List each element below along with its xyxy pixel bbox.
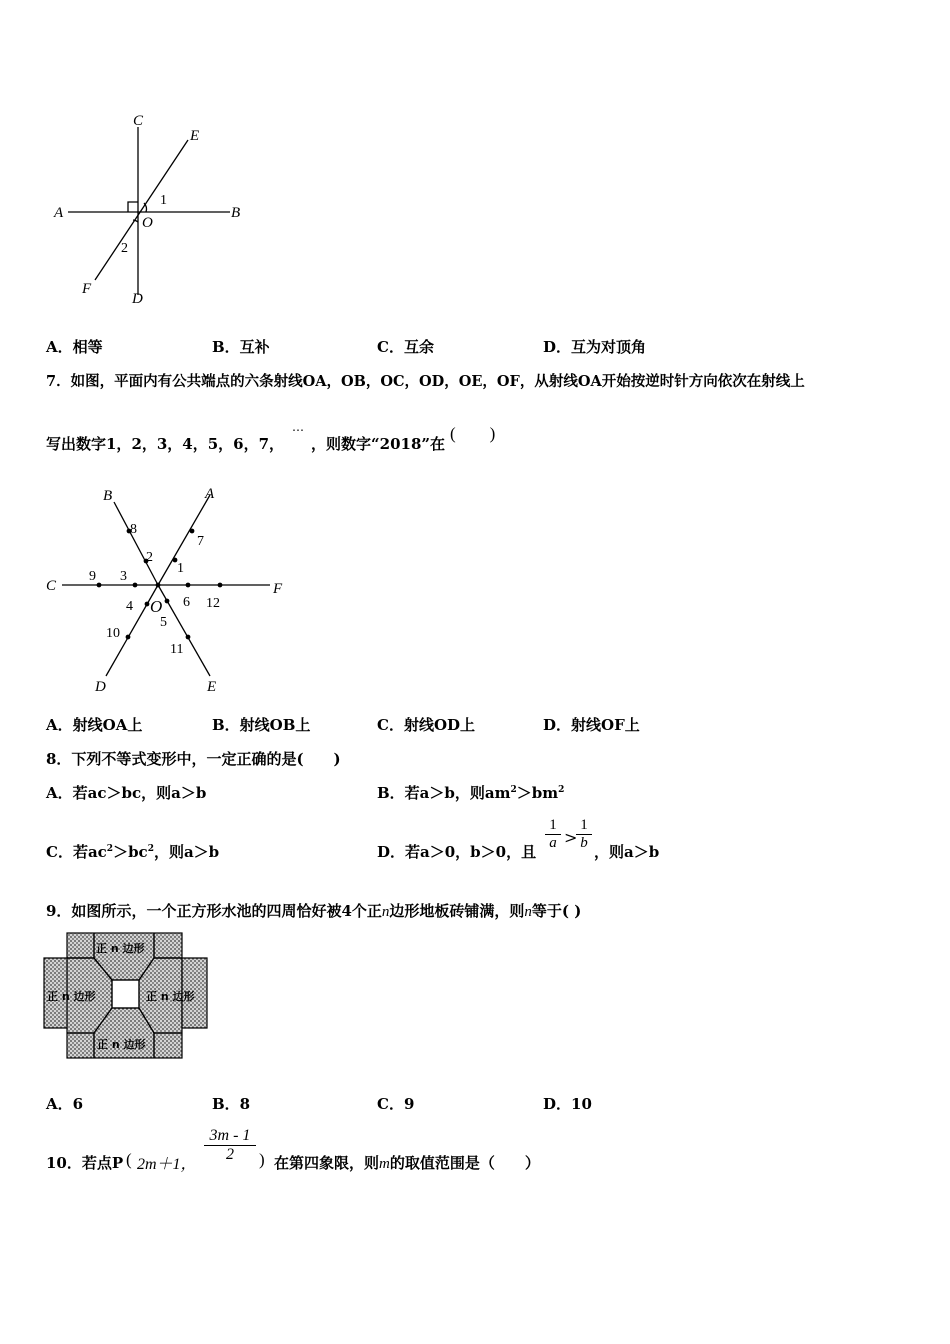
label-d: D xyxy=(132,291,143,307)
label-f: F xyxy=(273,581,283,597)
q7-ellipsis: … xyxy=(292,420,304,434)
label-b: B xyxy=(231,205,241,221)
tile-label-right: 正 n 边形 xyxy=(146,990,195,1003)
point-10 xyxy=(126,635,131,640)
point-3 xyxy=(133,583,138,588)
line-ef xyxy=(95,140,188,280)
number-1: 1 xyxy=(177,561,184,576)
figure-pool-tiles xyxy=(42,928,212,1063)
q8-stem: 8．下列不等式变形中，一定正确的是( ) xyxy=(46,750,341,768)
q9-option-c: C．9 xyxy=(377,1095,415,1113)
q6-option-b: B．互补 xyxy=(212,338,270,356)
q7-option-b: B．射线OB上 xyxy=(212,716,311,734)
q9-option-d: D．10 xyxy=(543,1095,592,1113)
tile-label-top: 正 n 边形 xyxy=(96,942,145,955)
q10-stem: 在第四象限，则m的取值范围是（ ） xyxy=(274,1154,540,1172)
number-10: 10 xyxy=(106,626,120,641)
q9-option-a: A．6 xyxy=(46,1095,84,1113)
label-a: A xyxy=(205,486,215,502)
number-9: 9 xyxy=(89,569,96,584)
number-8: 8 xyxy=(130,522,137,537)
q8-option-d-pre: D．若a＞0，b＞0，且 xyxy=(377,843,537,861)
q8-option-d-end: ，则a＞b xyxy=(594,843,660,861)
q8-option-b: B．若a＞b，则$am^2>bm^2$ xyxy=(377,784,565,802)
q6-option-c: C．互余 xyxy=(377,338,434,356)
number-11: 11 xyxy=(170,642,184,657)
number-2: 2 xyxy=(146,550,153,565)
point-6 xyxy=(186,583,191,588)
number-6: 6 xyxy=(183,595,190,610)
label-e: E xyxy=(207,679,217,695)
q10-fraction: $\frac{3m - 1}{2}$ xyxy=(204,1127,256,1164)
q7-option-d: D．射线OF上 xyxy=(543,716,640,734)
right-angle-mark xyxy=(128,202,138,212)
label-1: 1 xyxy=(160,193,167,208)
point-o xyxy=(156,583,161,588)
number-12: 12 xyxy=(206,596,220,611)
tile-label-bottom: 正 n 边形 xyxy=(97,1038,146,1051)
q10-close-paren: ) xyxy=(259,1150,265,1169)
q10-expression-x: 2m＋1， xyxy=(137,1156,197,1173)
q8-fraction-1-over-a: $\frac{1}{a}$ xyxy=(545,817,561,852)
angle-1-arc xyxy=(144,203,146,212)
q10-prefix: 10．若点P xyxy=(46,1154,124,1172)
label-2: 2 xyxy=(121,241,128,256)
q7-stem-line2-end: ，则数字“2018”在 xyxy=(311,435,446,453)
point-5 xyxy=(165,599,170,604)
label-d: D xyxy=(95,679,106,695)
q8-option-c: C．若$ac^2>bc^2$，则a＞b xyxy=(46,843,220,861)
label-e: E xyxy=(190,128,200,144)
label-o: O xyxy=(150,597,163,616)
label-c: C xyxy=(133,113,144,129)
q10-open-paren: ( xyxy=(126,1150,132,1169)
figure-six-rays xyxy=(40,480,300,700)
q8-greater-sign: > xyxy=(564,828,578,847)
q9-option-b: B．8 xyxy=(212,1095,251,1113)
q8-fraction-1-over-b: $\frac{1}{b}$ xyxy=(576,817,592,852)
label-c: C xyxy=(46,578,57,594)
label-o: O xyxy=(142,215,153,231)
pool-square xyxy=(112,980,139,1008)
q8-option-a: A．若ac＞bc，则a＞b xyxy=(46,784,207,802)
label-f: F xyxy=(82,281,92,297)
number-5: 5 xyxy=(160,615,167,630)
q7-option-a: A．射线OA上 xyxy=(46,716,143,734)
point-12 xyxy=(218,583,223,588)
number-7: 7 xyxy=(197,534,204,549)
q7-option-c: C．射线OD上 xyxy=(377,716,476,734)
point-4 xyxy=(145,602,150,607)
point-7 xyxy=(190,529,195,534)
point-9 xyxy=(97,583,102,588)
q7-stem-line2: 写出数字1，2，3，4，5，6，7， xyxy=(46,435,285,453)
q9-stem: 9．如图所示，一个正方形水池的四周恰好被4个正n边形地板砖铺满，则n等于( ) xyxy=(46,902,582,920)
label-b: B xyxy=(103,488,113,504)
label-a: A xyxy=(54,205,64,221)
q7-answer-paren: ( ) xyxy=(450,424,496,443)
number-4: 4 xyxy=(126,599,133,614)
figure-perpendicular-lines xyxy=(40,105,260,315)
q6-option-d: D．互为对顶角 xyxy=(543,338,647,356)
tile-label-left: 正 n 边形 xyxy=(47,990,96,1003)
number-3: 3 xyxy=(120,569,127,584)
point-11 xyxy=(186,635,191,640)
q6-option-a: A．相等 xyxy=(46,338,103,356)
q7-stem-line1: 7．如图，平面内有公共端点的六条射线OA，OB，OC，OD，OE，OF，从射线OA开始按逆时针方向依次在射线上 xyxy=(46,373,805,390)
